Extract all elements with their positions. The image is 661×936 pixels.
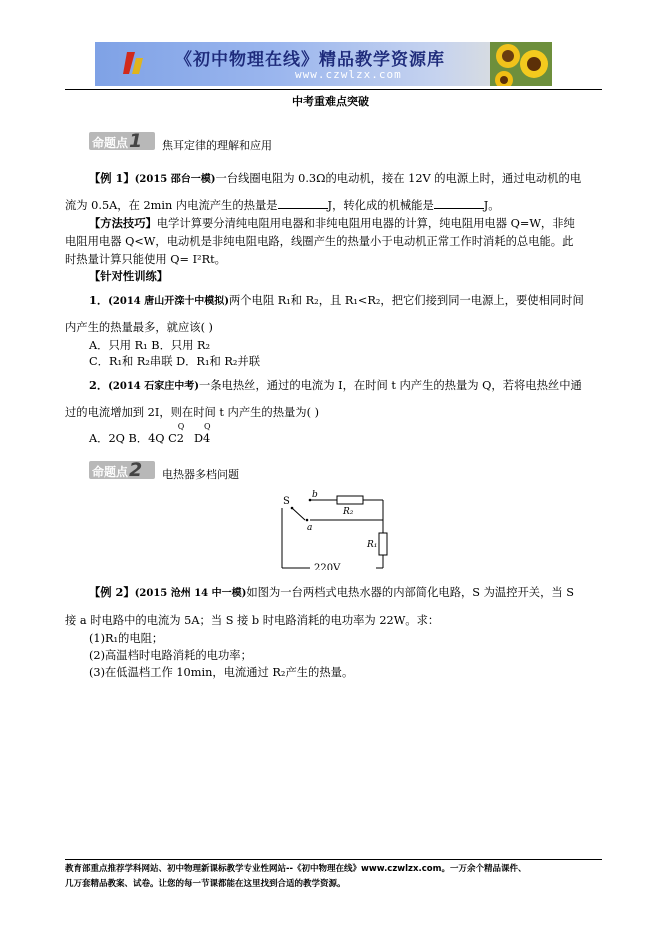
question1-options-cd: C．R₁和 R₂串联 D．R₁和 R₂并联 <box>89 355 260 368</box>
footer-line2: 几万套精品教案、试卷。让您的每一节课都能在这里找到合适的教学资源。 <box>65 879 346 889</box>
question1-line2: 内产生的热量最多，就应该( ) <box>65 321 213 334</box>
section-title-1: 焦耳定律的理解和应用 <box>162 139 272 152</box>
question2-line2: 过的电流增加到 2I，则在时间 t 内产生的热量为( ) <box>65 406 320 419</box>
header-banner <box>95 42 552 86</box>
footer-text <box>65 862 605 892</box>
example2-subq1: (1)R₁的电阻； <box>89 632 164 645</box>
banner-title: 《初中物理在线》精品教学资源库 <box>175 50 445 70</box>
header-rule <box>65 89 602 90</box>
resistor-r2-label: R₂ <box>343 507 354 517</box>
footer-line1: 教育部重点推荐学科网站、初中物理新课标教学专业性网站--《初中物理在线》www.czwlzx.com。一万余个精品课件、 <box>65 864 527 874</box>
sunflower-icon <box>490 42 552 86</box>
page-title: 中考重难点突破 <box>292 95 369 108</box>
section-badge-1: 命题点1 <box>89 132 155 150</box>
section-badge-2: 命题点2 <box>89 461 155 479</box>
switch-label: S <box>283 496 290 507</box>
method-tip-line3: 时热量计算只能使用 Q= I²Rt。 <box>65 253 226 266</box>
example2-subq2: (2)高温档时电路消耗的电功率； <box>89 649 252 662</box>
terminal-b-label: b <box>312 490 318 500</box>
question2-line1: 2．(2014 石家庄中考)一条电热丝，通过的电流为 I，在时间 t 内产生的热量为 Q，若将电热丝中通 <box>89 378 582 392</box>
footer-rule <box>65 859 602 860</box>
circuit-diagram <box>280 490 405 570</box>
terminal-a-label: a <box>307 523 313 533</box>
example2-line2: 接 a 时电路中的电流为 5A；当 S 接 b 时电路消耗的电功率为 22W。求： <box>65 614 440 627</box>
example1-line2: 流为 0.5A，在 2min 内电流产生的热量是 J，转化成的机械能是 J。 <box>65 199 500 212</box>
answer-blank-mechanical[interactable] <box>434 198 484 209</box>
question1-options-ab: A．只用 R₁ B．只用 R₂ <box>89 339 211 352</box>
method-tip-line1: 【方法技巧】电学计算要分清纯电阻用电器和非纯电阻用电器的计算，纯电阻用电器 Q=W，非纯 <box>89 216 575 230</box>
answer-blank-heat[interactable] <box>278 198 328 209</box>
method-tip-line2: 电阻用电器 Q<W，电动机是非纯电阻电路，线圈产生的热量小于电动机正常工作时消耗的总电能。此 <box>65 235 574 248</box>
resistor-r1-label: R₁ <box>367 540 378 550</box>
question1-line1: 1．(2014 唐山开滦十中模拟)两个电阻 R₁和 R₂，且 R₁<R₂，把它们接到同一电源上，要使相同时间 <box>89 293 584 307</box>
example2-line1: 【例 2】(2015 沧州 14 中一模)如图为一台两档式电热水器的内部简化电路，S 为温控开关，当 S <box>89 585 575 599</box>
question2-options: A．2Q B．4Q C Q 2 D Q 4 <box>89 422 211 445</box>
section-title-2: 电热器多档问题 <box>162 468 239 481</box>
training-heading: 【针对性训练】 <box>89 269 169 283</box>
example2-subq3: (3)在低温档工作 10min，电流通过 R₂产生的热量。 <box>89 666 354 679</box>
source-voltage-label: 220V <box>314 563 341 570</box>
banner-url[interactable]: www.czwlzx.com <box>295 68 402 81</box>
site-logo-icon <box>123 48 145 78</box>
example1-line1: 【例 1】(2015 邵台一模)一台线圈电阻为 0.3Ω的电动机，接在 12V 的电源上时，通过电动机的电 <box>89 171 582 185</box>
